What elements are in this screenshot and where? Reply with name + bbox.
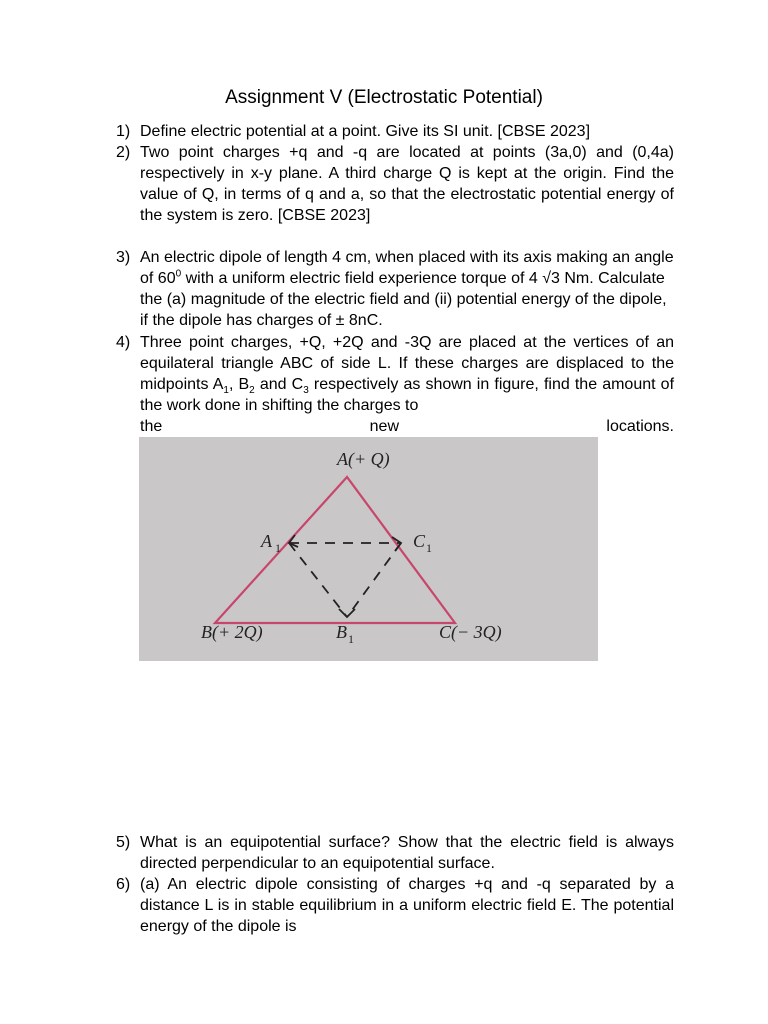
question-2 xyxy=(116,142,674,226)
triangle-diagram xyxy=(139,437,598,661)
question-text: What is an equipotential surface? Show that the electric field is always directed perpendicular to an equipotential surface. xyxy=(140,834,674,872)
question-text-part: with a uniform electric field experience torque of 4 √3 Nm. Calculate the (a) magnitude of the electric field and (ii) potential energy of the dipole, if the dipole has charges of ± 8nC. xyxy=(140,270,667,329)
question-5 xyxy=(116,832,674,874)
superscript: 0 xyxy=(175,268,182,280)
label-a1-sub: 1 xyxy=(275,541,281,555)
question-text: Two point charges +q and -q are located at points (3a,0) and (0,4a) respectively in x-y plane. A third charge Q is kept at the origin. Find the value of Q, in terms of q and a, so that the electrostatic potential energy of the system is zero. [CBSE 2023] xyxy=(140,144,674,224)
question-4 xyxy=(116,332,674,437)
subscript: 1 xyxy=(223,385,229,397)
question-1 xyxy=(116,121,674,142)
triangle-figure xyxy=(139,437,598,661)
subscript: 2 xyxy=(249,385,255,397)
page-title: Assignment V (Electrostatic Potential) xyxy=(225,87,543,108)
question-number: 6) xyxy=(116,876,131,893)
question-text-part: Three point charges, +Q, +2Q and -3Q are placed at the vertices of an equilateral triangle ABC of side L. If these charges are displaced to the midpoints A xyxy=(140,334,674,393)
question-last-line xyxy=(140,416,674,437)
question-number: 1) xyxy=(116,123,131,140)
label-c1: C xyxy=(413,531,426,551)
label-b1-sub: 1 xyxy=(348,632,354,646)
question-text xyxy=(140,247,674,331)
question-number: 4) xyxy=(116,334,131,351)
label-b: B(+ 2Q) xyxy=(201,622,263,642)
question-3 xyxy=(116,247,674,331)
question-text: (a) An electric dipole consisting of charges +q and -q separated by a distance L is in stable equilibrium in a uniform electric field E. The potential energy of the dipole is xyxy=(140,876,674,935)
question-number: 5) xyxy=(116,834,131,851)
label-c: C(− 3Q) xyxy=(439,622,502,642)
question-text xyxy=(140,332,674,437)
label-a: A(+ Q) xyxy=(337,449,390,469)
subscript: 3 xyxy=(303,385,309,397)
word: the xyxy=(140,418,163,435)
question-text-part: respectively as shown in figure, find the amount of the work done in shifting the charges to xyxy=(140,376,675,414)
word: locations. xyxy=(606,418,674,435)
question-text-part: and C xyxy=(254,376,304,393)
question-text-part: An electric dipole of length 4 cm, when placed with its axis making an angle of 60 xyxy=(140,249,674,287)
label-a1: A xyxy=(261,531,272,551)
question-number: 2) xyxy=(116,144,131,161)
label-b1: B xyxy=(336,622,347,642)
question-text-part: , B xyxy=(228,376,250,393)
question-6 xyxy=(116,874,674,937)
word: new xyxy=(369,418,399,435)
label-c1-sub: 1 xyxy=(426,541,432,555)
question-number: 3) xyxy=(116,249,131,266)
question-text: Define electric potential at a point. Give its SI unit. [CBSE 2023] xyxy=(140,123,591,140)
